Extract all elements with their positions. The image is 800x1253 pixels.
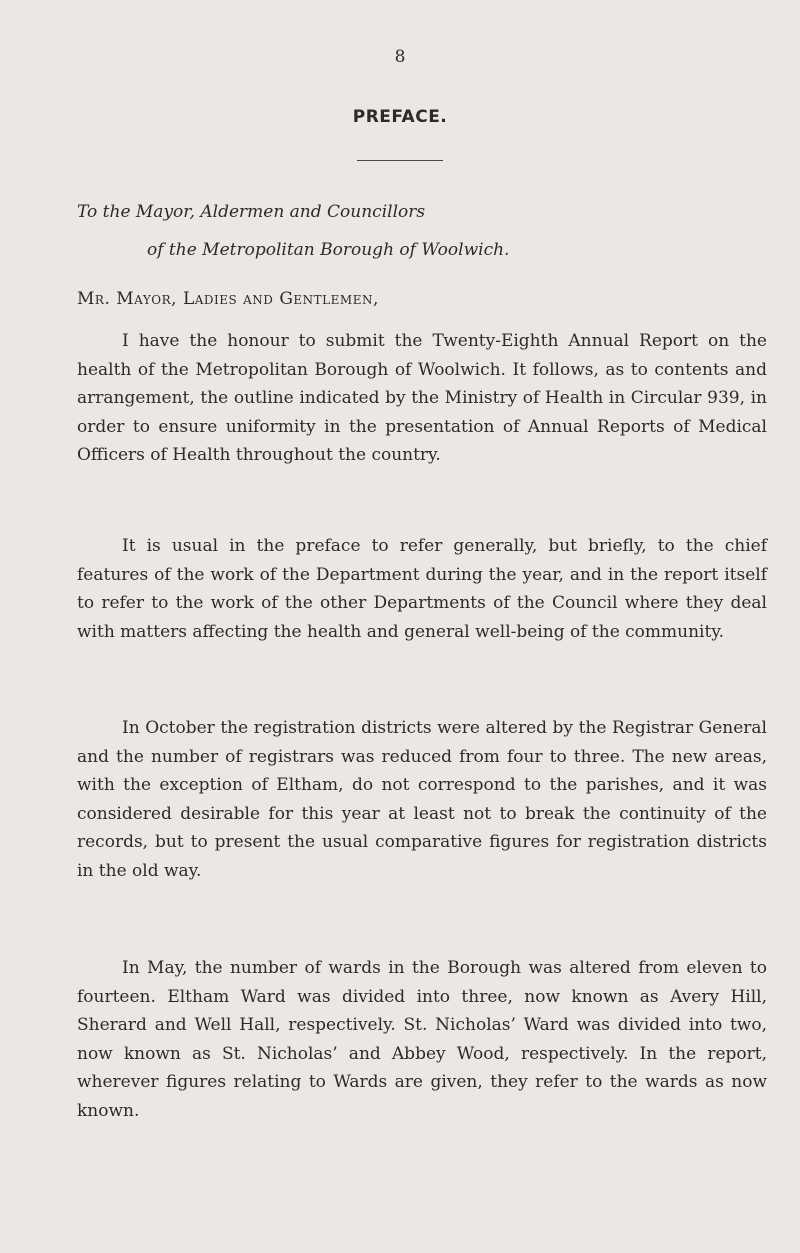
paragraph-4: In May, the number of wards in the Borough was altered from eleven to fourteen. Eltham Ward was divided into three, now known as Avery Hill, Sherard and Well Hall, respectively. St. Nicholas’ Ward was divided into two, now known as St. Nicholas’ and Abbey Wood, respectively. In the report, wherever figures relating to Wards are given, they refer to the wards as now known. (77, 958, 767, 1121)
paragraph-1: I have the honour to submit the Twenty-Eighth Annual Report on the health of the Metropolitan Borough of Woolwich. It follows, as to contents and arrangement, the outline indicated by the Ministry of Health in Circular 939, in order to ensure uniformity in the presentation of Annual Reports of Medical Officers of Health throughout the country. (77, 331, 767, 465)
addressee-line-1: To the Mayor, Aldermen and Councillors (77, 202, 426, 222)
salutation: Mr. Mayor, Ladies and Gentlemen, (77, 289, 379, 309)
paragraph-2: It is usual in the preface to refer generally, but briefly, to the chief features of the work of the Department during the year, and in the report itself to refer to the work of the other Departments of the Council where they deal with matters affecting the health and general well-being of the community. (77, 536, 767, 642)
title-divider (357, 160, 443, 161)
page-number: 8 (394, 47, 406, 67)
page-title: PREFACE. (352, 107, 448, 127)
paragraph-3: In October the registration districts were altered by the Registrar General and the number of registrars was reduced from four to three. The new areas, with the exception of Eltham, do not correspond to the parishes, and it was considered desirable for this year at least not to break the continuity of the records, but to present the usual comparative figures for registration districts in the old way. (77, 718, 767, 881)
addressee-line-2: of the Metropolitan Borough of Woolwich. (147, 240, 510, 260)
